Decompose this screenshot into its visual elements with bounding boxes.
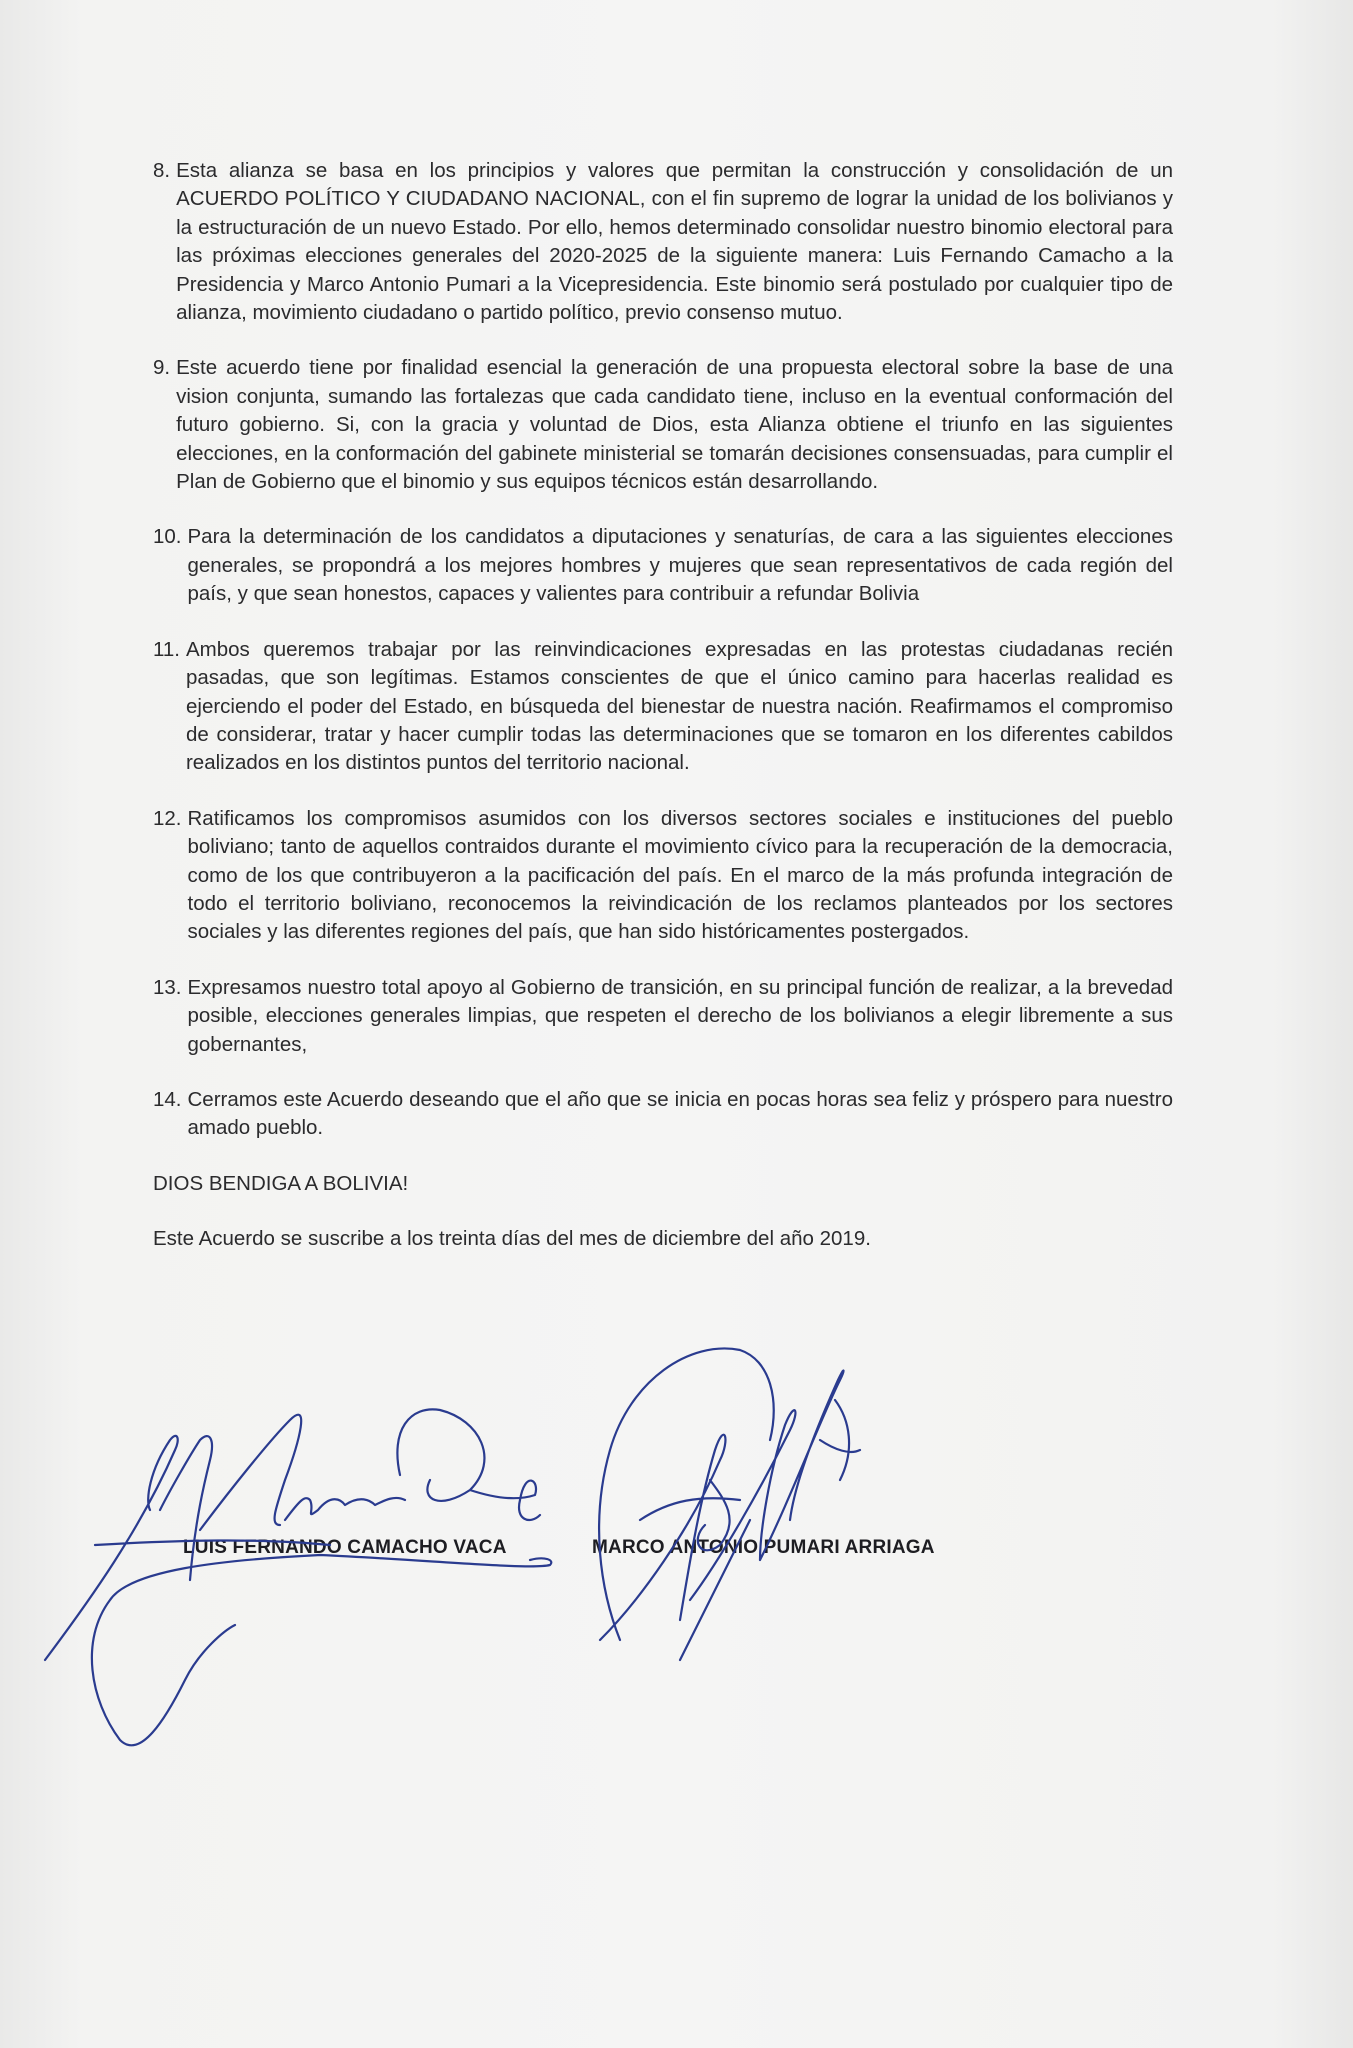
signatory-name-left: LUIS FERNANDO CAMACHO VACA	[183, 1537, 507, 1558]
clause-number: 8.	[153, 159, 171, 182]
document-body	[153, 157, 1173, 1280]
clause-number: 14.	[153, 1087, 182, 1111]
clause-11	[153, 636, 1173, 778]
clause-number: 12.	[153, 806, 182, 830]
clause-text: Ratificamos los compromisos asumidos con los diversos sectores sociales e instituciones del pueblo boliviano; tanto de aquellos contraidos durante el movimiento cívico para la recuperación de la democracia, como de los que contribuyeron a la pacificación del país. En el marco de la más profunda integración de todo el territorio boliviano, reconocemos la reivindicación de los reclamos planteados por los sectores sociales y las diferentes regiones del país, que han sido históricamentes postergados.	[187, 806, 1173, 944]
clause-number: 10.	[153, 525, 182, 549]
clause-9	[153, 354, 1173, 496]
signature-left	[45, 1409, 551, 1745]
clause-text: Para la determinación de los candidatos a diputaciones y senaturías, de cara a las siguientes elecciones generales, se propondrá a los mejores hombres y mujeres que sean representativos de cada región del país, y que sean honestos, capaces y valientes para contribuir a refundar Bolivia	[187, 525, 1173, 606]
clause-number: 11.	[153, 637, 180, 661]
clause-10	[153, 523, 1173, 608]
clause-text: Expresamos nuestro total apoyo al Gobierno de transición, en su principal función de realizar, a la brevedad posible, elecciones generales limpias, que respeten el derecho de los bolivianos a elegir libremente a sus gobernantes,	[187, 975, 1173, 1056]
clause-text: Ambos queremos trabajar por las reinvindicaciones expresadas en las protestas ciudadanas recién pasadas, que son legítimas. Estamos conscientes de que el único camino para hacerlas realidad es ejerciendo el poder del Estado, en búsqueda del bienestar de nuestra nación. Reafirmamos el compromiso de considerar, tratar y hacer cumplir todas las determinaciones que se tomaron en los diferentes cabildos realizados en los distintos puntos del territorio nacional.	[185, 637, 1173, 775]
signatory-name-right: MARCO ANTONIO PUMARI ARRIAGA	[592, 1537, 935, 1558]
signature-right	[599, 1348, 860, 1660]
clause-number: 13.	[153, 975, 182, 999]
clause-text: Cerramos este Acuerdo deseando que el año que se inicia en pocas horas sea feliz y próspero para nuestro amado pueblo.	[187, 1087, 1173, 1140]
date-line: Este Acuerdo se suscribe a los treinta días del mes de diciembre del año 2019.	[153, 1226, 871, 1250]
clause-14	[153, 1086, 1173, 1143]
clause-text: Este acuerdo tiene por finalidad esencial la generación de una propuesta electoral sobre la base de una vision conjunta, sumando las fortalezas que cada candidato tiene, incluso en la eventual conformación del futuro gobierno. Si, con la gracia y voluntad de Dios, esta Alianza obtiene el triunfo en las siguientes elecciones, en la conformación del gabinete ministerial se tomarán decisiones consensuadas, para cumplir el Plan de Gobierno que el binomio y sus equipos técnicos están desarrollando.	[176, 356, 1173, 494]
clause-text: Esta alianza se basa en los principios y valores que permitan la construcción y consolidación de un ACUERDO POLÍTICO Y CIUDADANO NACIONAL, con el fin supremo de lograr la unidad de los bolivianos y la estructuración de un nuevo Estado. Por ello, hemos determinado consolidar nuestro binomio electoral para las próximas elecciones generales del 2020-2025 de la siguiente manera: Luis Fernando Camacho a la Presidencia y Marco Antonio Pumari a la Vicepresidencia. Este binomio será postulado por cualquier tipo de alianza, movimiento ciudadano o partido político, previo consenso mutuo.	[176, 159, 1173, 325]
clause-12	[153, 805, 1173, 947]
clause-number: 9.	[153, 356, 171, 380]
clause-8	[153, 157, 1173, 327]
clause-13	[153, 974, 1173, 1059]
blessing-line: DIOS BENDIGA A BOLIVIA!	[153, 1171, 409, 1195]
